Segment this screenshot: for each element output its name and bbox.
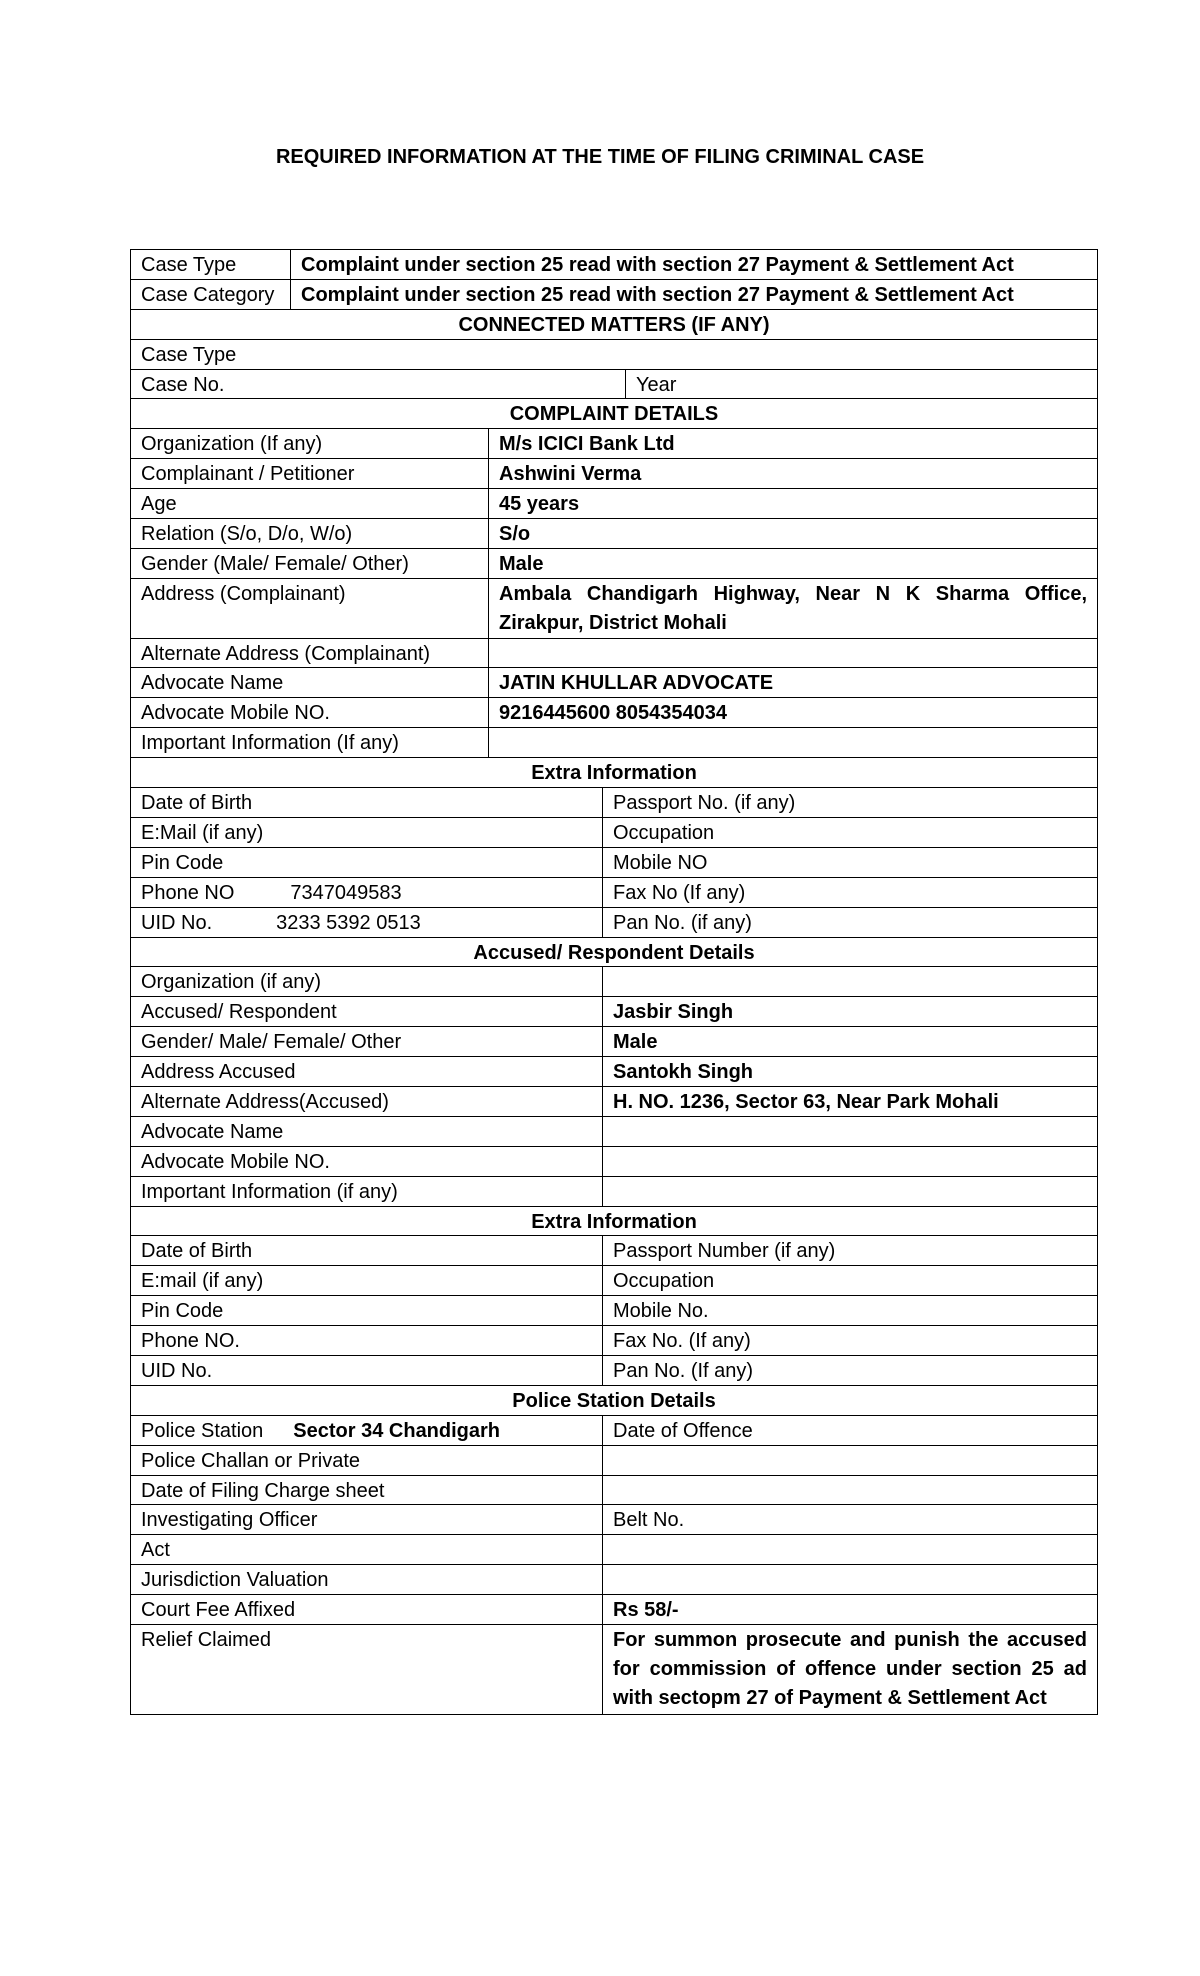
accused-extra-right: Pan No. (If any): [603, 1356, 1098, 1385]
accused-field-label: Advocate Name: [131, 1117, 603, 1146]
complaint-field-label: Relation (S/o, D/o, W/o): [131, 519, 489, 548]
accused-row: [131, 997, 1098, 1027]
complaint-field-value: 45 years: [489, 489, 1098, 518]
police-heading: Police Station Details: [131, 1386, 1098, 1415]
police-station-row: [131, 1416, 1098, 1446]
complainant-extra-row: [131, 818, 1098, 848]
complaint-field-value: JATIN KHULLAR ADVOCATE: [489, 668, 1098, 697]
police-station-label: Police Station: [141, 1419, 264, 1442]
accused-extra-right: Mobile No.: [603, 1296, 1098, 1325]
accused-row: [131, 1147, 1098, 1177]
accused-extra-rows: [131, 1236, 1098, 1385]
case-type-label: Case Type: [131, 250, 291, 279]
complaint-field-label: Address (Complainant): [131, 579, 489, 638]
complaint-field-label: Organization (If any): [131, 429, 489, 458]
complainant-extra-row: [131, 878, 1098, 908]
accused-extra-right: Passport Number (if any): [603, 1236, 1098, 1265]
complaint-details-heading-row: [131, 399, 1098, 429]
case-type-value: Complaint under section 25 read with section 27 Payment & Settlement Act: [291, 250, 1098, 279]
complaint-field-value: Ambala Chandigarh Highway, Near N K Sharma Office, Zirakpur, District Mohali: [489, 579, 1098, 638]
complaint-field-value: [489, 728, 1098, 757]
complaint-field-label: Advocate Name: [131, 668, 489, 697]
police-rows: [131, 1446, 1098, 1625]
complainant-extra-rows: [131, 788, 1098, 937]
accused-extra-left: Phone NO.: [131, 1326, 603, 1355]
relief-claimed-value: For summon prosecute and punish the accused for commission of offence under section 25 ad with sectopm 27 of Payment & Settlement Act: [603, 1625, 1098, 1714]
accused-field-value: [603, 967, 1098, 996]
accused-extra-heading: Extra Information: [131, 1207, 1098, 1236]
accused-field-value: H. NO. 1236, Sector 63, Near Park Mohali: [603, 1087, 1098, 1116]
accused-extra-right: Fax No. (If any): [603, 1326, 1098, 1355]
complaint-field-value: Ashwini Verma: [489, 459, 1098, 488]
police-field-left: Court Fee Affixed: [131, 1595, 603, 1624]
police-field-right: [603, 1446, 1098, 1475]
relief-claimed-label: Relief Claimed: [131, 1625, 603, 1714]
accused-field-value: Jasbir Singh: [603, 997, 1098, 1026]
complaint-details-heading: COMPLAINT DETAILS: [131, 399, 1098, 428]
complaint-field-value: 9216445600 8054354034: [489, 698, 1098, 727]
accused-field-value: [603, 1177, 1098, 1206]
accused-extra-row: [131, 1266, 1098, 1296]
complainant-extra-right: Mobile NO: [603, 848, 1098, 877]
police-station-cell: [131, 1416, 603, 1445]
complainant-extra-row: [131, 848, 1098, 878]
complainant-extra-right: Pan No. (if any): [603, 908, 1098, 937]
complaint-field-label: Important Information (If any): [131, 728, 489, 757]
complaint-field-label: Gender (Male/ Female/ Other): [131, 549, 489, 578]
complainant-extra-right: Fax No (If any): [603, 878, 1098, 907]
complaint-row: [131, 459, 1098, 489]
accused-row: [131, 1027, 1098, 1057]
connected-matters-heading: CONNECTED MATTERS (IF ANY): [131, 310, 1098, 339]
complainant-extra-right: Occupation: [603, 818, 1098, 847]
accused-field-label: Address Accused: [131, 1057, 603, 1086]
complainant-extra-row: [131, 908, 1098, 938]
complainant-extra-left: [131, 788, 603, 817]
extra-field-value: 3233 5392 0513: [276, 911, 421, 934]
extra-field-label: Date of Birth: [141, 792, 253, 815]
accused-extra-right: Occupation: [603, 1266, 1098, 1295]
complainant-extra-heading: Extra Information: [131, 758, 1098, 787]
complaint-row: [131, 519, 1098, 549]
complaint-field-value: Male: [489, 549, 1098, 578]
complaint-row: [131, 698, 1098, 728]
accused-extra-left: Date of Birth: [131, 1236, 603, 1265]
police-field-right: [603, 1535, 1098, 1564]
complainant-extra-row: [131, 788, 1098, 818]
accused-row: [131, 1177, 1098, 1207]
complaint-field-label: Advocate Mobile NO.: [131, 698, 489, 727]
police-field-right: [603, 1476, 1098, 1505]
police-station-value: Sector 34 Chandigarh: [293, 1419, 501, 1442]
police-heading-row: [131, 1386, 1098, 1416]
accused-extra-left: UID No.: [131, 1356, 603, 1385]
complaint-field-label: Complainant / Petitioner: [131, 459, 489, 488]
complaint-field-value: [489, 639, 1098, 668]
accused-extra-left: Pin Code: [131, 1296, 603, 1325]
accused-field-value: Male: [603, 1027, 1098, 1056]
police-row: [131, 1505, 1098, 1535]
case-category-label: Case Category: [131, 280, 291, 309]
police-row: [131, 1535, 1098, 1565]
complaint-row: [131, 728, 1098, 758]
accused-extra-left: E:mail (if any): [131, 1266, 603, 1295]
extra-field-label: Pin Code: [141, 851, 224, 874]
accused-field-label: Important Information (if any): [131, 1177, 603, 1206]
accused-row: [131, 1057, 1098, 1087]
police-field-right: Rs 58/-: [603, 1595, 1098, 1624]
accused-row: [131, 1087, 1098, 1117]
connected-year-label: Year: [626, 370, 1098, 399]
police-field-left: Date of Filing Charge sheet: [131, 1476, 603, 1505]
accused-field-label: Organization (if any): [131, 967, 603, 996]
complaint-row: [131, 429, 1098, 459]
connected-matters-heading-row: [131, 310, 1098, 340]
accused-extra-row: [131, 1326, 1098, 1356]
complainant-extra-heading-row: [131, 758, 1098, 788]
police-row: [131, 1446, 1098, 1476]
extra-field-value: 7347049583: [290, 881, 402, 904]
accused-row: [131, 967, 1098, 997]
accused-field-value: [603, 1117, 1098, 1146]
police-field-right: [603, 1565, 1098, 1594]
accused-heading-row: [131, 938, 1098, 968]
accused-field-value: Santokh Singh: [603, 1057, 1098, 1086]
accused-extra-row: [131, 1236, 1098, 1266]
complaint-row: [131, 579, 1098, 639]
accused-field-label: Accused/ Respondent: [131, 997, 603, 1026]
accused-extra-row: [131, 1356, 1098, 1386]
case-category-value: Complaint under section 25 read with section 27 Payment & Settlement Act: [291, 280, 1098, 309]
complaint-row: [131, 668, 1098, 698]
complaint-field-label: Alternate Address (Complainant): [131, 639, 489, 668]
document-title: REQUIRED INFORMATION AT THE TIME OF FILING CRIMINAL CASE: [275, 146, 925, 168]
accused-extra-heading-row: [131, 1207, 1098, 1237]
police-row: [131, 1476, 1098, 1506]
police-field-left: Police Challan or Private: [131, 1446, 603, 1475]
accused-field-label: Advocate Mobile NO.: [131, 1147, 603, 1176]
accused-extra-row: [131, 1296, 1098, 1326]
complainant-extra-right: Passport No. (if any): [603, 788, 1098, 817]
complaint-field-value: M/s ICICI Bank Ltd: [489, 429, 1098, 458]
accused-row: [131, 1117, 1098, 1147]
complaint-row: [131, 549, 1098, 579]
extra-field-label: E:Mail (if any): [141, 821, 264, 844]
connected-case-type-label: Case Type: [131, 340, 1098, 369]
complainant-extra-left: [131, 908, 603, 937]
police-row: [131, 1565, 1098, 1595]
complaint-field-value: S/o: [489, 519, 1098, 548]
police-row: [131, 1595, 1098, 1625]
accused-field-label: Alternate Address(Accused): [131, 1087, 603, 1116]
complaint-details-rows: [131, 429, 1098, 758]
relief-claimed-row: [131, 1625, 1098, 1715]
accused-field-label: Gender/ Male/ Female/ Other: [131, 1027, 603, 1056]
police-field-left: Jurisdiction Valuation: [131, 1565, 603, 1594]
complainant-extra-left: [131, 848, 603, 877]
complainant-extra-left: [131, 878, 603, 907]
accused-field-value: [603, 1147, 1098, 1176]
complaint-row: [131, 489, 1098, 519]
complaint-row: [131, 639, 1098, 669]
extra-field-label: Phone NO: [141, 881, 235, 904]
complaint-field-label: Age: [131, 489, 489, 518]
connected-case-no-row: [131, 370, 1098, 400]
connected-case-no-label: Case No.: [131, 370, 626, 399]
extra-field-label: UID No.: [141, 911, 213, 934]
accused-heading: Accused/ Respondent Details: [131, 938, 1098, 967]
police-field-left: Investigating Officer: [131, 1505, 603, 1534]
police-field-right: Belt No.: [603, 1505, 1098, 1534]
police-field-left: Act: [131, 1535, 603, 1564]
case-type-row: [131, 250, 1098, 280]
date-of-offence-label: Date of Offence: [603, 1416, 1098, 1445]
accused-rows: [131, 967, 1098, 1206]
case-category-row: [131, 280, 1098, 310]
complainant-extra-left: [131, 818, 603, 847]
connected-case-type-row: [131, 340, 1098, 370]
case-filing-form: [130, 249, 1098, 1715]
